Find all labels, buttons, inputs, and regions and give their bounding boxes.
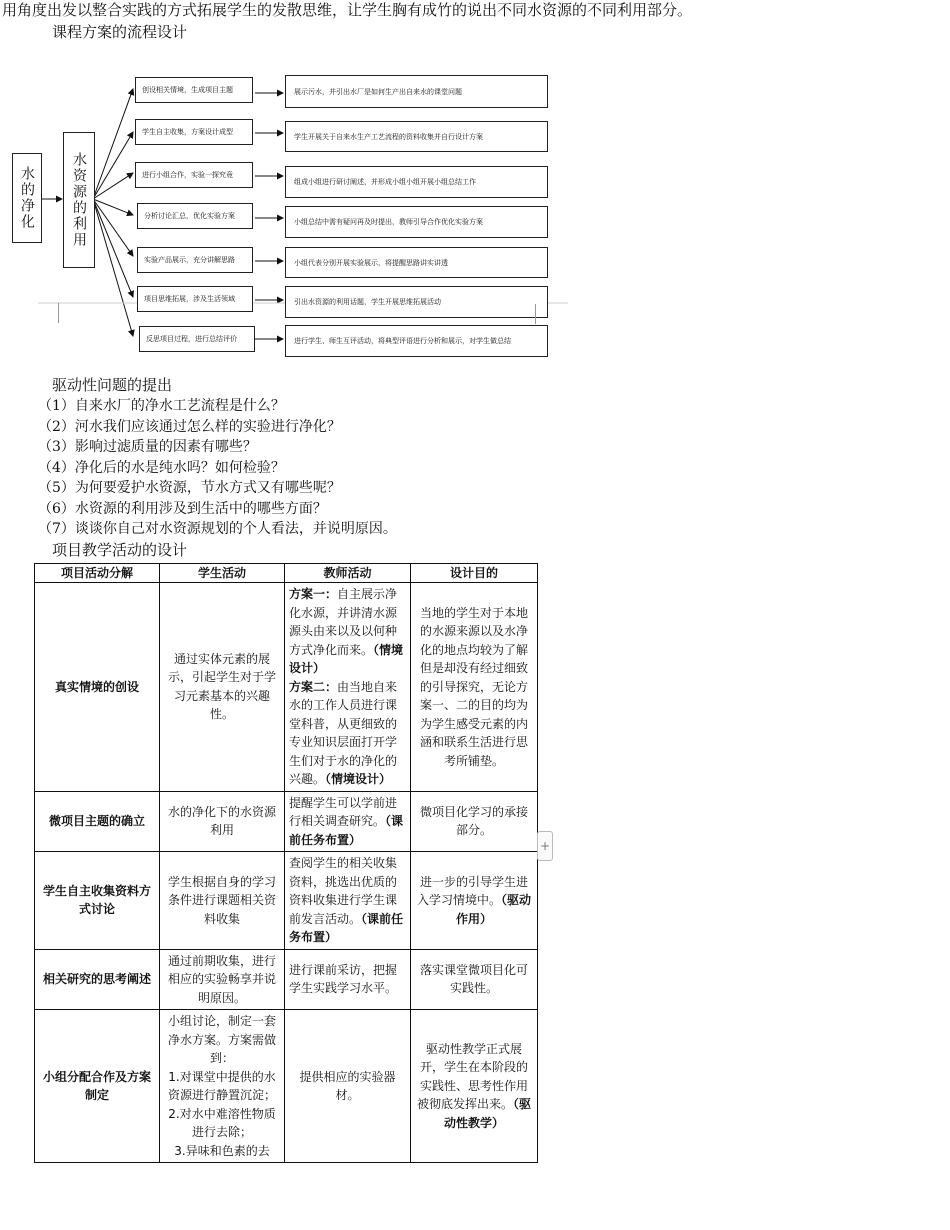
design-purpose-cell: 落实课堂微项目化可实践性。: [411, 949, 538, 1010]
crop-mark: [535, 304, 537, 324]
table-header-row: [35, 564, 538, 583]
student-activity-cell: 通过实体元素的展示，引起学生对于学习元素基本的兴趣性。: [160, 583, 285, 792]
student-activity-cell: 学生根据自身的学习条件进行课题相关资料收集: [160, 852, 285, 950]
plan-a-label: 方案一：: [289, 587, 338, 601]
result-node-4: 小组总结中需有疑问再及时提出，教师引导合作优化实验方案: [285, 206, 548, 238]
plan-a-text: 自主展示净化水源，并讲清水源源头由来以及以何种方式净化而来。: [289, 587, 398, 657]
driving-question: （5）为何要爱护水资源，节水方式又有哪些呢？: [38, 480, 341, 496]
stage-cell: 学生自主收集资料方式讨论: [35, 852, 160, 950]
teacher-activity-text: 查阅学生的相关收集资料，挑选出优质的资料收集进行学生课前发言活动。: [289, 856, 398, 926]
section-title-driving-questions: 驱动性问题的提出: [52, 376, 173, 394]
result-node-7: 进行学生、师生互评活动，将典型评语进行分析和展示，对学生做总结: [285, 325, 548, 357]
student-activity-line: 2.对水中难溶性物质进行去除；: [168, 1106, 276, 1139]
design-purpose-tag: （驱动作用）: [455, 893, 532, 926]
student-activity-cell: 通过前期收集，进行相应的实验畅享并说明原因。: [160, 949, 285, 1010]
table-row: [35, 949, 538, 1010]
student-activity-cell: [160, 1010, 285, 1163]
design-purpose-cell: [411, 852, 538, 950]
root-node-water-purification: 水的净化: [12, 153, 42, 243]
activity-design-table: [34, 563, 538, 1163]
teacher-activity-text: 提醒学生可以学前进行相关调查研究。: [289, 795, 398, 828]
teacher-activity-tag: （课前任务布置）: [289, 814, 404, 847]
driving-question-list: [38, 396, 397, 540]
step-node-5: 实验产品展示，充分讲解思路: [137, 247, 253, 273]
result-node-1: 展示污水，并引出水厂是如何生产出自来水的课堂问题: [285, 75, 548, 108]
driving-question: （7）谈谈你自己对水资源规划的个人看法，并说明原因。: [38, 521, 397, 537]
section-title-flow-design: 课程方案的流程设计: [52, 23, 188, 41]
step-node-2: 学生自主收集，方案设计成型: [135, 119, 253, 145]
step-node-3: 进行小组合作，实验一探究竟: [135, 162, 253, 188]
teacher-activity-cell: 提供相应的实验器材。: [285, 1010, 411, 1163]
intro-paragraph-line: 用角度出发以整合实践的方式拓展学生的发散思维，让学生胸有成竹的说出不同水资源的不同利用部分。: [2, 1, 693, 19]
step-node-7: 反思项目过程，进行总结评价: [139, 326, 255, 352]
step-node-6: 项目思维拓展，涉及生活领域: [137, 286, 253, 312]
driving-question: （3）影响过滤质量的因素有哪些？: [38, 439, 257, 455]
step-node-4: 分析讨论汇总，优化实验方案: [137, 203, 253, 229]
stage-cell: 真实情境的创设: [35, 583, 160, 792]
driving-question: （6）水资源的利用涉及到生活中的哪些方面？: [38, 500, 327, 517]
plan-b-label: 方案二：: [289, 679, 338, 694]
teacher-activity-cell: [285, 791, 411, 852]
design-purpose-text: 驱动性教学正式展开，学生在本阶段的实践性、思考性作用被彻底发挥出来。: [416, 1041, 528, 1112]
stage-cell: 相关研究的思考阐述: [35, 949, 160, 1010]
plan-a-tag: （情境设计）: [289, 642, 404, 675]
design-purpose-cell: 当地的学生对于本地的水源来源以及水净化的地点均较为了解但是却没有经过细致的引导探究，无论方案一、二的目的均为为学生感受元素的内涵和联系生活进行思考所铺垫。: [411, 583, 538, 792]
column-header: 设计目的: [411, 564, 538, 583]
design-purpose-cell: 微项目化学习的承接部分。: [411, 791, 538, 852]
plan-b-text: 由当地自来水的工作人员进行课堂科普，从更细致的专业知识层面打开学生们对于水的净化的兴趣。: [289, 679, 398, 786]
result-node-5: 小组代表分别开展实验展示，将提醒思路讲实讲透: [285, 247, 548, 278]
result-node-2: 学生开展关于自来水生产工艺流程的资料收集并自行设计方案: [285, 121, 548, 152]
plan-b-tag: （情境设计）: [325, 772, 392, 786]
hub-node-water-resource-use: 水资源的利用: [63, 132, 95, 268]
column-header: 学生活动: [160, 564, 285, 583]
section-title-activity-design: 项目教学活动的设计: [52, 541, 188, 559]
table-row: [35, 791, 538, 852]
crop-mark: [42, 303, 59, 323]
add-table-column-button[interactable]: +: [537, 831, 553, 861]
driving-question: （1）自来水厂的净水工艺流程是什么？: [38, 398, 285, 414]
result-node-3: 组成小组进行研讨阐述，并形成小组小组开展小组总结工作: [285, 166, 548, 198]
teacher-activity-cell: [285, 583, 411, 792]
design-purpose-cell: [411, 1010, 538, 1163]
step-node-1: 创设相关情境，生成项目主题: [135, 77, 253, 103]
stage-cell: 微项目主题的确立: [35, 791, 160, 852]
driving-question: （4）净化后的水是纯水吗？如何检验？: [38, 459, 285, 476]
design-purpose-tag: （驱动性教学）: [443, 1097, 532, 1130]
student-activity-cell: 水的净化下的水资源利用: [160, 791, 285, 852]
table-row: [35, 583, 538, 792]
teacher-activity-cell: [285, 852, 411, 950]
table-row: [35, 852, 538, 950]
column-header: 教师活动: [285, 564, 411, 583]
flow-diagram: [0, 60, 600, 370]
teacher-activity-cell: 进行课前采访，把握学生实践学习水平。: [285, 949, 411, 1010]
stage-cell: 小组分配合作及方案制定: [35, 1010, 160, 1163]
design-purpose-text: 进一步的引导学生进入学习情境中。: [416, 874, 528, 907]
teacher-activity-tag: （课前任务布置）: [289, 911, 404, 944]
student-activity-line: 小组讨论，制定一套净水方案。方案需做到：: [167, 1014, 276, 1065]
table-row: [35, 1010, 538, 1163]
result-node-6: 引出水资源的利用话题，学生开展思维拓展活动: [285, 286, 548, 318]
student-activity-line: 3.异味和色素的去: [174, 1143, 270, 1158]
driving-question: （2）河水我们应该通过怎么样的实验进行净化？: [38, 418, 341, 435]
column-header: 项目活动分解: [35, 564, 160, 583]
student-activity-line: 1.对课堂中提供的水资源进行静置沉淀；: [167, 1069, 276, 1102]
